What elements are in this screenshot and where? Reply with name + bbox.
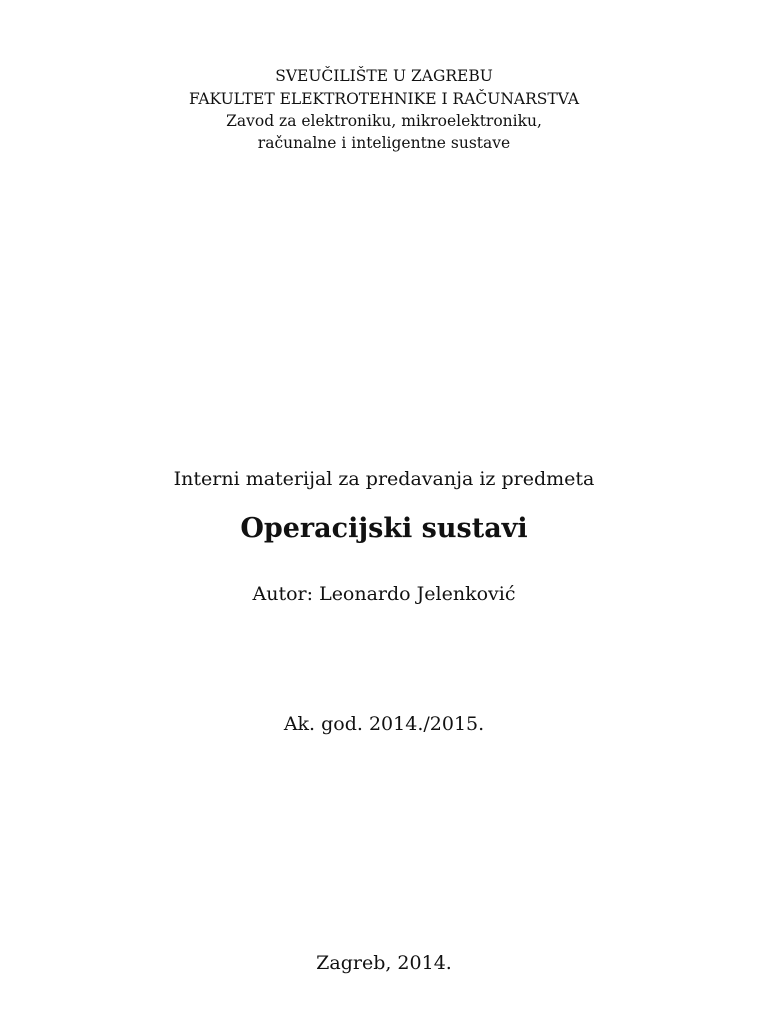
page-title: Operacijski sustavi <box>240 513 528 544</box>
place-date: Zagreb, 2014. <box>316 952 452 974</box>
author-line: Autor: Leonardo Jelenković <box>252 583 516 605</box>
course-subtitle: Interni materijal za predavanja iz predmeta <box>173 468 595 490</box>
faculty-name: FAKULTET ELEKTROTEHNIKE I RAČUNARSTVA <box>188 90 580 108</box>
university-name: SVEUČILIŠTE U ZAGREBU <box>275 67 493 85</box>
department-line-2: računalne i inteligentne sustave <box>257 134 511 152</box>
academic-year: Ak. god. 2014./2015. <box>283 713 485 735</box>
department-line-1: Zavod za elektroniku, mikroelektroniku, <box>226 112 542 130</box>
